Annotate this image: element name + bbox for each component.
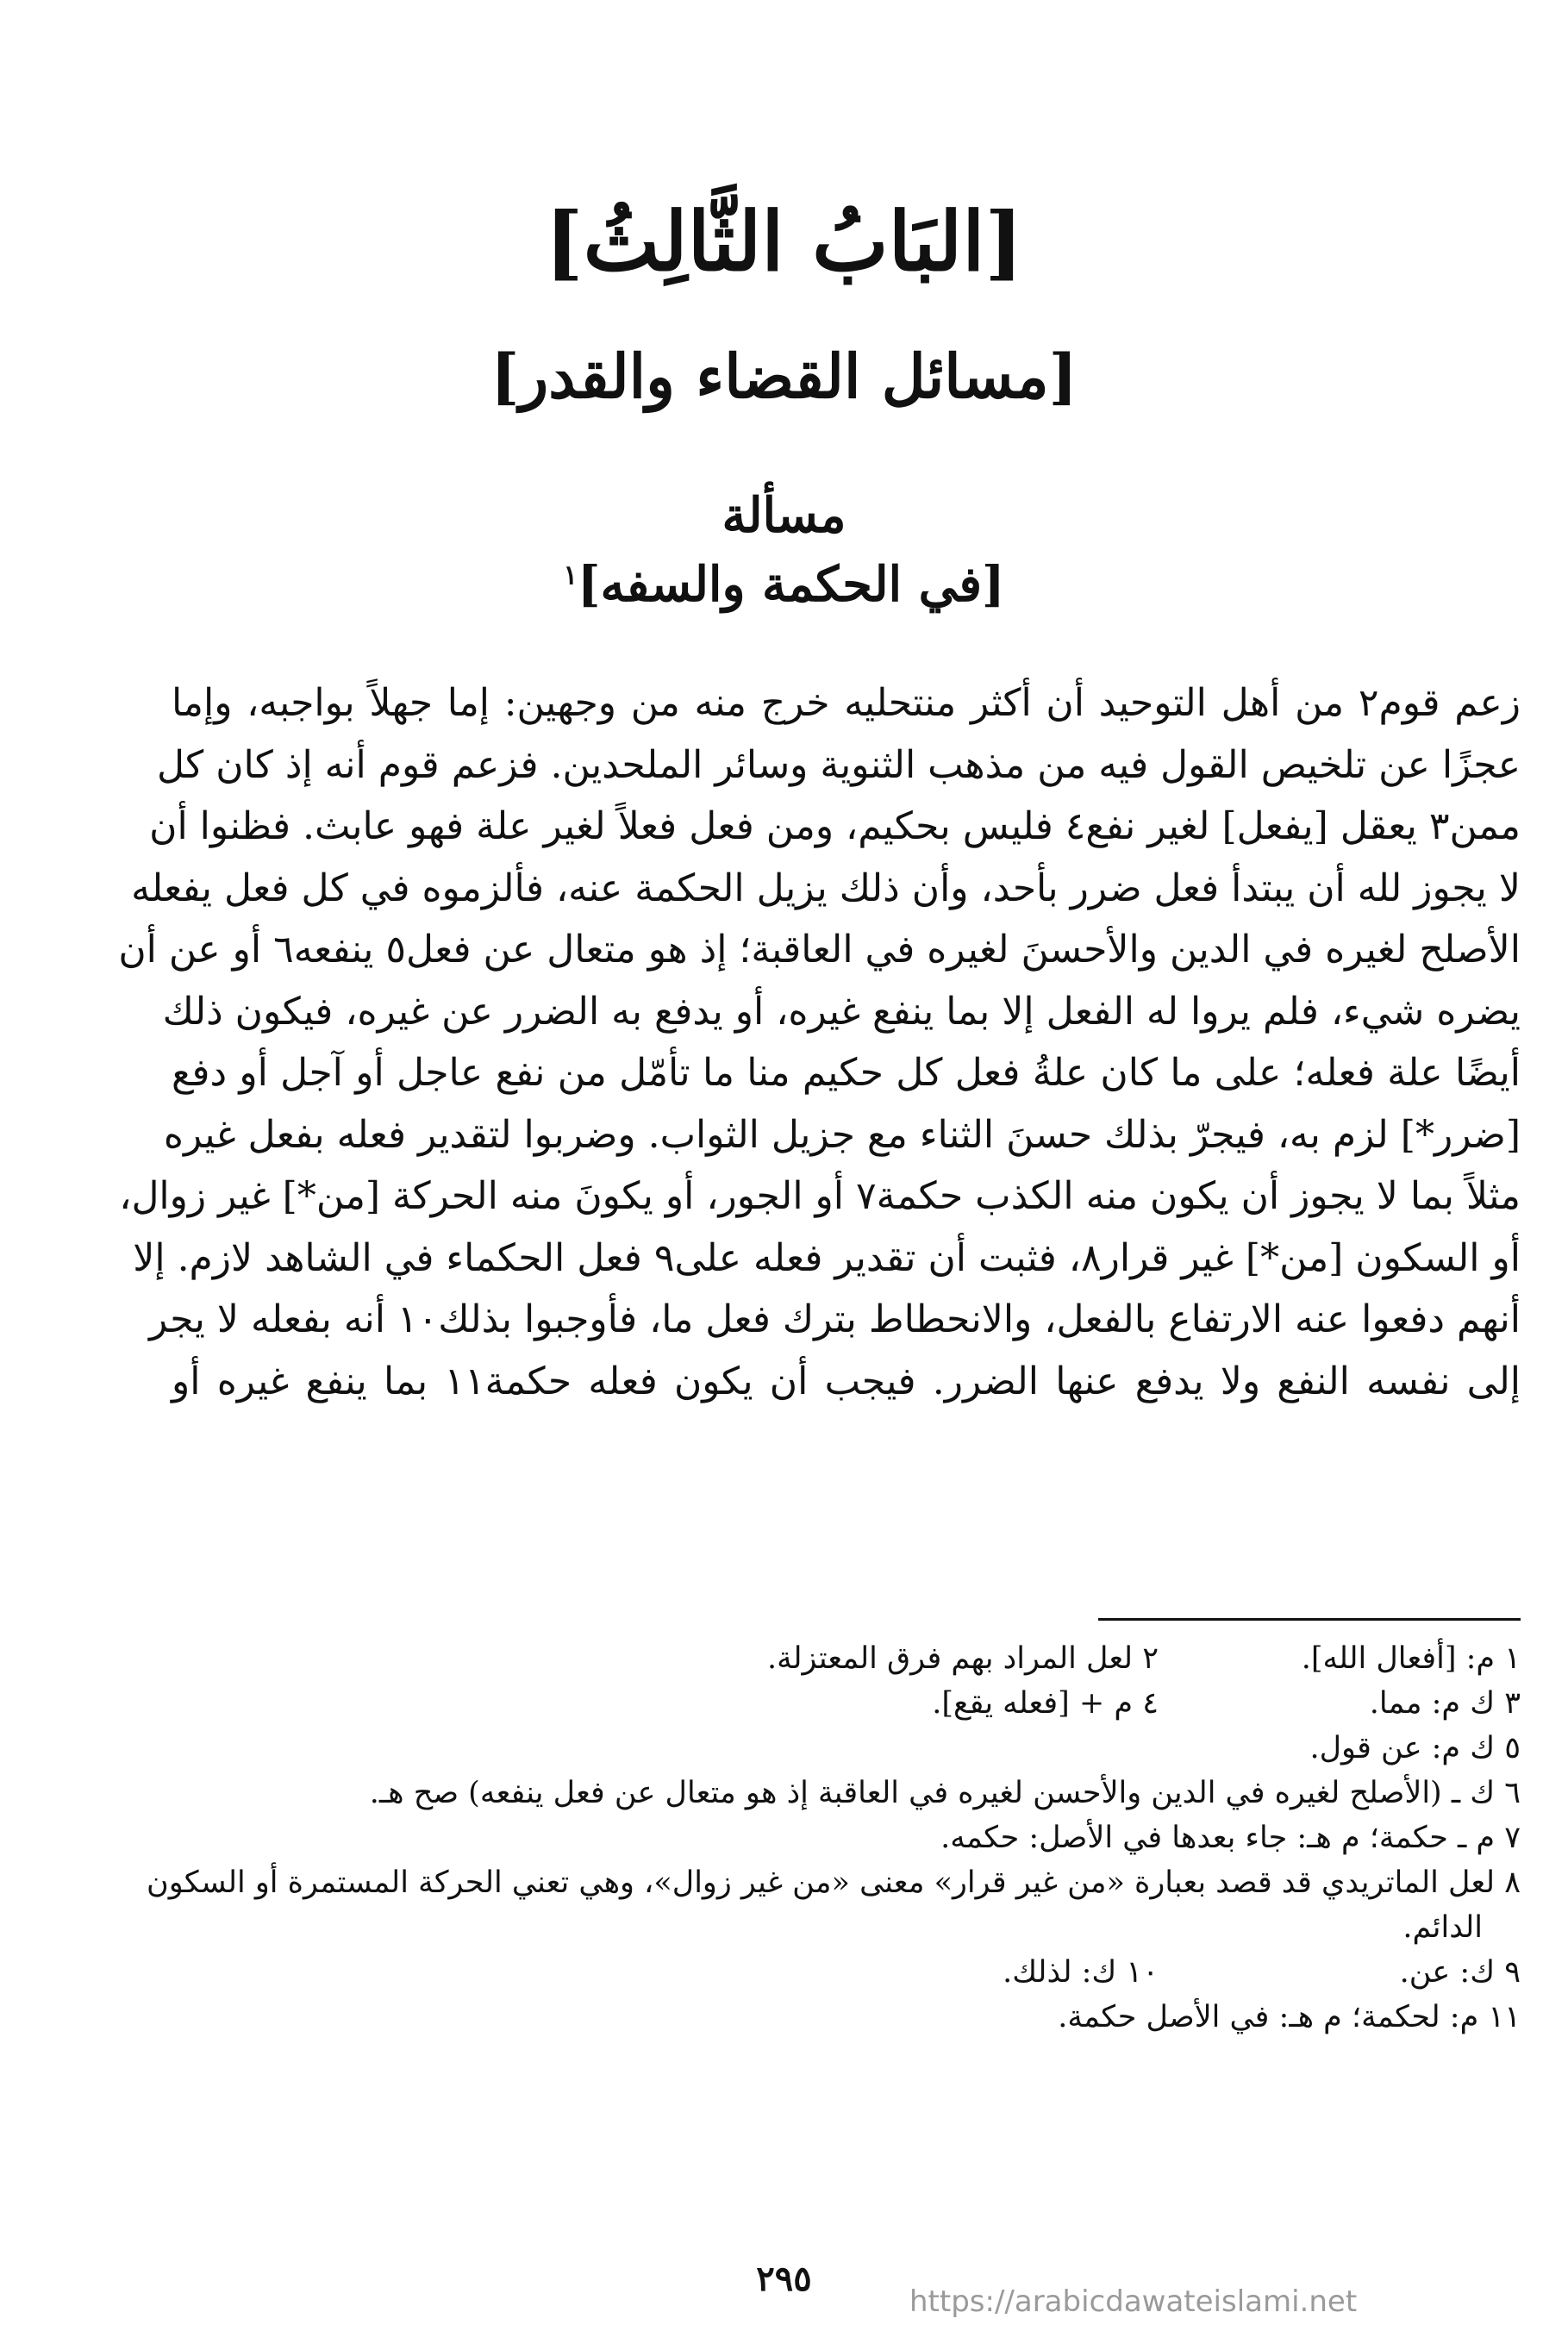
issue-subtitle <box>0 556 1568 614</box>
footnote-7: ٧ م ـ حكمة؛ م هـ: جاء بعدها في الأصل: حكمه. <box>940 1821 1521 1855</box>
body-line: أيضًا علة فعله؛ على ما كان علةُ فعل كل حكيم منا ما تأمّل من نفع عاجل أو آجل أو دفع <box>172 1051 1521 1095</box>
footnote-row <box>172 1905 1521 1950</box>
section-title: [مسائل القضاء والقدر] <box>490 341 1078 412</box>
footnote-separator <box>1098 1618 1521 1621</box>
body-line: أو السكون [من*] غير قرار٨، فثبت أن تقدير فعله على٩ فعل الحكماء في الشاهد لازم. إلا <box>133 1235 1521 1280</box>
footnote-5: ٥ ك م: عن قول. <box>1309 1731 1521 1765</box>
page-number: ٢٩٥ <box>756 2259 812 2299</box>
footnote-10: ١٠ ك: لذلك. <box>1003 1955 1159 1990</box>
footnote-4: ٤ م + [فعله يقع]. <box>932 1686 1159 1721</box>
main-text <box>118 672 1521 1412</box>
chapter-title: [البَابُ الثَّالِثُ] <box>545 195 1023 290</box>
footnote-6: ٦ ك ـ (الأصلح لغيره في الدين والأحسن لغيره في العاقبة إذ هو متعال عن فعل ينفعه) صح هـ. <box>369 1776 1521 1810</box>
watermark-url: https://arabicdawateislami.net <box>909 2284 1358 2319</box>
footnote-row <box>147 1860 1521 1905</box>
footnote-row <box>172 1771 1521 1815</box>
footnote-row <box>172 1995 1521 2040</box>
footnote-2: ٢ لعل المراد بهم فرق المعتزلة. <box>766 1641 1159 1676</box>
body-line: مثلاً بما لا يجوز أن يكون منه الكذب حكمة٧ أو الجور، أو يكونَ منه الحركة [من*] غير زوال، <box>119 1174 1521 1218</box>
footnote-9: ٩ ك: عن. <box>1399 1955 1521 1990</box>
footnote-8-continuation: الدائم. <box>1402 1910 1483 1945</box>
footnote-row <box>172 1950 1521 1995</box>
body-line: الأصلح لغيره في الدين والأحسنَ لغيره في العاقبة؛ إذ هو متعال عن فعل٥ ينفعه٦ أو عن أن <box>118 928 1521 972</box>
footnote-8: ٨ لعل الماتريدي قد قصد بعبارة «من غير قرار» معنى «من غير زوال»، وهي تعني الحركة المستمرة أو السكون <box>147 1865 1521 1900</box>
footnote-row <box>172 1726 1521 1771</box>
body-line: ممن٣ يعقل [يفعل] لغير نفع٤ فليس بحكيم، ومن فعل فعلاً لغير علة فهو عابث. فظنوا أن <box>149 804 1521 848</box>
issue-subtitle-note-ref: ١ <box>563 559 578 591</box>
footnotes <box>147 1636 1521 2040</box>
body-line: لا يجوز لله أن يبتدأ فعل ضرر بأحد، وأن ذلك يزيل الحكمة عنه، فألزموه في كل فعل يفعله <box>131 866 1521 910</box>
footnote-row <box>172 1681 1521 1726</box>
body-line: أنهم دفعوا عنه الارتفاع بالفعل، والانحطاط بترك فعل ما، فأوجبوا بذلك١٠ أنه بفعله لا يجر <box>149 1297 1521 1341</box>
body-line: عجزًا عن تلخيص القول فيه من مذهب الثنوية وسائر الملحدين. فزعم قوم أنه إذ كان كل <box>156 742 1521 787</box>
footnote-row <box>172 1815 1521 1860</box>
body-line: [ضرر*] لزم به، فيجرّ بذلك حسنَ الثناء مع جزيل الثواب. وضربوا لتقدير فعله بفعل غيره <box>163 1112 1521 1157</box>
issue-subtitle-text: [في الحكمة والسفه] <box>578 556 1005 613</box>
issue-label: مسألة <box>722 487 846 544</box>
footnote-1: ١ م: [أفعال الله]. <box>1301 1641 1521 1676</box>
footnote-row <box>172 1636 1521 1681</box>
footnote-3: ٣ ك م: مما. <box>1369 1686 1521 1721</box>
body-line: إلى نفسه النفع ولا يدفع عنها الضرر. فيجب أن يكون فعله حكمة١١ بما ينفع غيره أو <box>172 1359 1521 1403</box>
footnote-11: ١١ م: لحكمة؛ م هـ: في الأصل حكمة. <box>1058 2000 1521 2034</box>
body-line: يضره شيء، فلم يروا له الفعل إلا بما ينفع غيره، أو يدفع به الضرر عن غيره، فيكون ذلك <box>162 989 1521 1034</box>
body-line: زعم قوم٢ من أهل التوحيد أن أكثر منتحليه خرج منه من وجهين: إما جهلاً بواجبه، وإما <box>172 681 1521 725</box>
